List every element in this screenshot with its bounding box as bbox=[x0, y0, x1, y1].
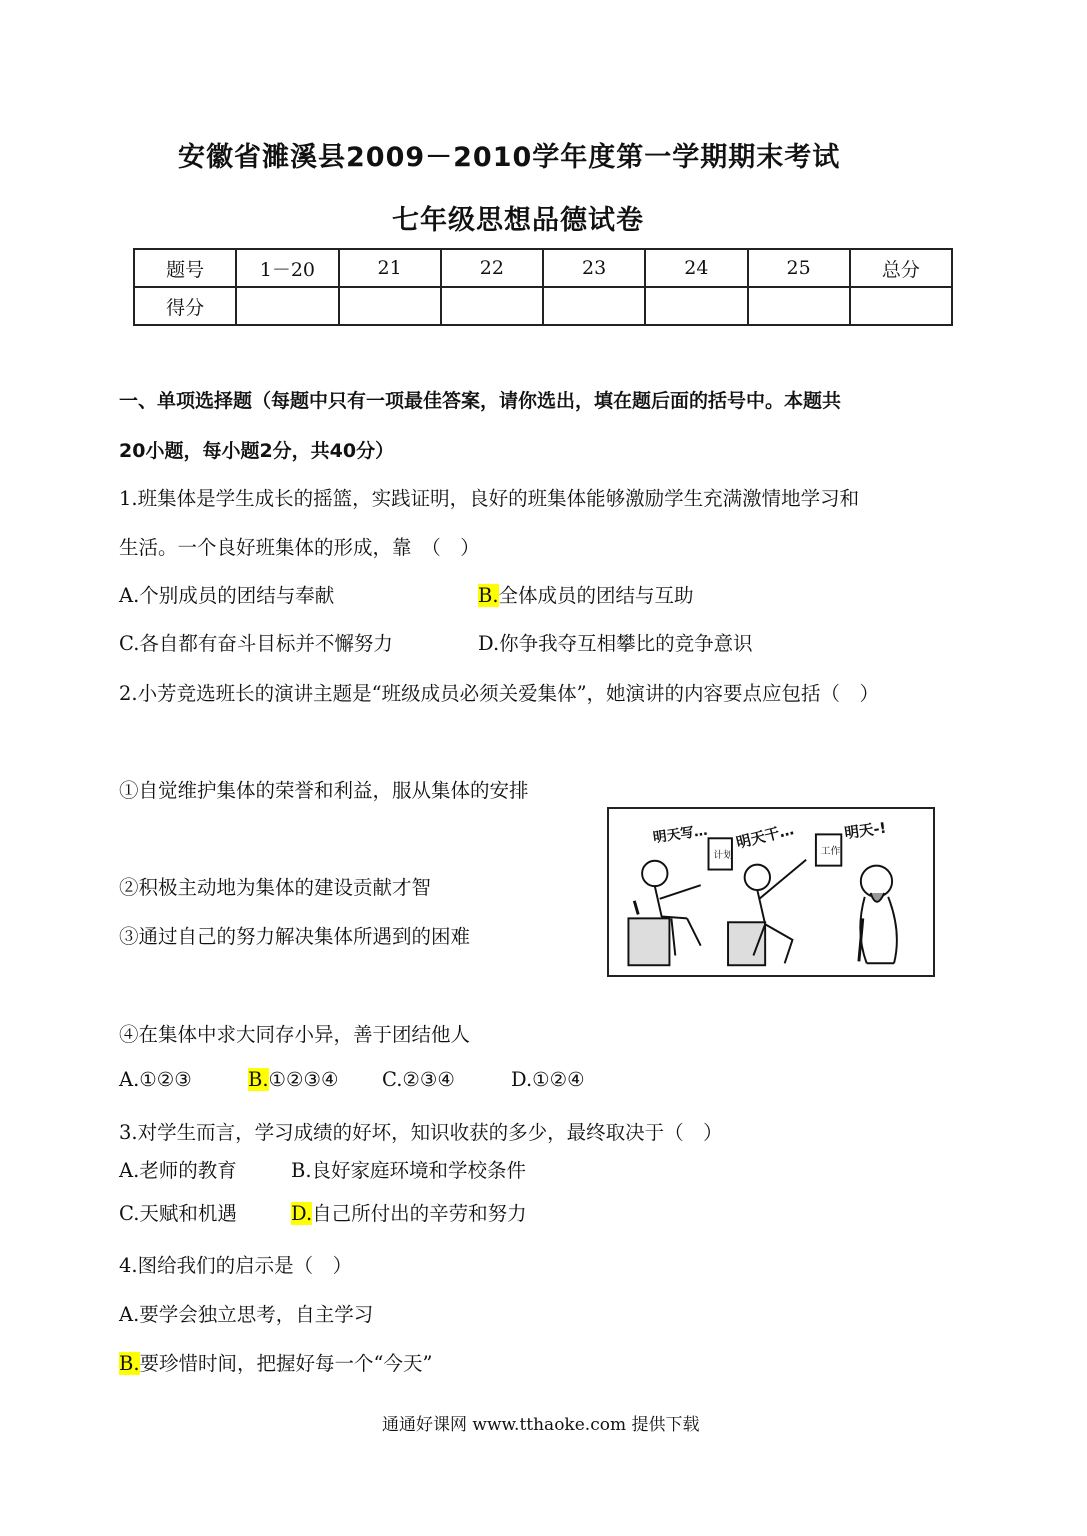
score-table-score-row bbox=[134, 287, 952, 325]
score-cell bbox=[339, 287, 441, 325]
cartoon-illustration bbox=[607, 807, 935, 977]
cartoon-head-left bbox=[642, 861, 667, 886]
q1-option-c: C.各自都有奋斗目标并不懈努力 bbox=[119, 632, 393, 655]
exam-subtitle: 七年级思想品德试卷 bbox=[392, 205, 644, 236]
cartoon-bubble-3: 明天-! bbox=[843, 819, 888, 843]
q1-stem-line1: 1.班集体是学生成长的摇篮，实践证明，良好的班集体能够激励学生充满激情地学习和 bbox=[119, 487, 860, 510]
q1-stem-line2: 生活。一个良好班集体的形成，靠 （ ） bbox=[119, 536, 480, 559]
q1-option-a: A.个别成员的团结与奉献 bbox=[119, 584, 335, 607]
q1-option-b-text: 全体成员的团结与互助 bbox=[498, 584, 694, 607]
cartoon-head-right bbox=[861, 866, 892, 897]
q3-option-d-text: 自己所付出的辛劳和努力 bbox=[312, 1202, 527, 1225]
section-heading-line2: 20小题，每小题2分，共40分） bbox=[119, 440, 395, 462]
cartoon-sign-2-text: 工作 bbox=[820, 845, 841, 857]
q1-option-d: D.你争我夺互相攀比的竞争意识 bbox=[478, 632, 753, 655]
q2-stem: 2.小芳竞选班长的演讲主题是“班级成员必须关爱集体”，她演讲的内容要点应包括（ ） bbox=[119, 682, 880, 705]
score-header-cell: 21 bbox=[339, 249, 441, 287]
q3-option-b: B.良好家庭环境和学校条件 bbox=[291, 1159, 527, 1182]
q2-option-d: D.①②④ bbox=[511, 1068, 585, 1091]
score-cell bbox=[236, 287, 338, 325]
score-table-header-row bbox=[134, 249, 952, 287]
q3-option-a: A.老师的教育 bbox=[119, 1159, 237, 1182]
score-cell bbox=[748, 287, 850, 325]
score-row-label: 得分 bbox=[134, 287, 236, 325]
score-header-cell: 总分 bbox=[850, 249, 952, 287]
score-cell bbox=[441, 287, 543, 325]
cartoon-desk-left bbox=[628, 918, 669, 965]
q1-option-b bbox=[478, 580, 694, 608]
score-header-cell: 23 bbox=[543, 249, 645, 287]
q4-option-a: A.要学会独立思考，自主学习 bbox=[119, 1303, 374, 1326]
q3-option-c: C.天赋和机遇 bbox=[119, 1202, 237, 1225]
q2-item-2: ②积极主动地为集体的建设贡献才智 bbox=[119, 876, 432, 899]
q3-option-d bbox=[291, 1198, 527, 1226]
q4-answer-highlight: B. bbox=[119, 1352, 140, 1375]
q2-option-c: C.②③④ bbox=[382, 1068, 455, 1091]
q2-item-3: ③通过自己的努力解决集体所遇到的困难 bbox=[119, 925, 471, 948]
q4-option-b-text: 要珍惜时间，把握好每一个“今天” bbox=[139, 1352, 433, 1375]
score-header-cell: 22 bbox=[441, 249, 543, 287]
page-footer: 通通好课网 www.tthaoke.com 提供下载 bbox=[382, 1415, 700, 1435]
score-header-cell: 1－20 bbox=[236, 249, 338, 287]
cartoon-bubble-2: 明天干… bbox=[734, 821, 796, 852]
score-table bbox=[133, 248, 953, 326]
score-header-cell: 题号 bbox=[134, 249, 236, 287]
score-cell bbox=[850, 287, 952, 325]
q4-stem: 4.图给我们的启示是（ ） bbox=[119, 1254, 353, 1277]
cartoon-desk-middle bbox=[728, 922, 765, 965]
score-cell bbox=[543, 287, 645, 325]
q2-item-4: ④在集体中求大同存小异，善于团结他人 bbox=[119, 1023, 471, 1046]
q3-answer-highlight: D. bbox=[291, 1202, 313, 1225]
q2-option-a: A.①②③ bbox=[119, 1068, 192, 1091]
q3-stem: 3.对学生而言，学习成绩的好坏，知识收获的多少，最终取决于（ ） bbox=[119, 1121, 723, 1144]
q2-option-b-text: ①②③④ bbox=[268, 1068, 339, 1091]
cartoon-sign-1-text: 计划 bbox=[713, 849, 733, 861]
q4-option-b bbox=[119, 1348, 432, 1376]
section-heading-line1: 一、单项选择题（每题中只有一项最佳答案，请你选出，填在题后面的括号中。本题共 bbox=[119, 390, 842, 412]
q2-item-1: ①自觉维护集体的荣誉和利益，服从集体的安排 bbox=[119, 779, 529, 802]
cartoon-bubble-1: 明天写… bbox=[652, 822, 709, 847]
q2-answer-highlight: B. bbox=[248, 1068, 269, 1091]
score-header-cell: 24 bbox=[645, 249, 747, 287]
score-header-cell: 25 bbox=[748, 249, 850, 287]
q2-option-b bbox=[248, 1068, 338, 1091]
cartoon-head-middle bbox=[745, 865, 770, 890]
score-cell bbox=[645, 287, 747, 325]
q1-answer-highlight: B. bbox=[478, 584, 499, 607]
exam-title: 安徽省濉溪县2009－2010学年度第一学期期末考试 bbox=[178, 142, 841, 173]
